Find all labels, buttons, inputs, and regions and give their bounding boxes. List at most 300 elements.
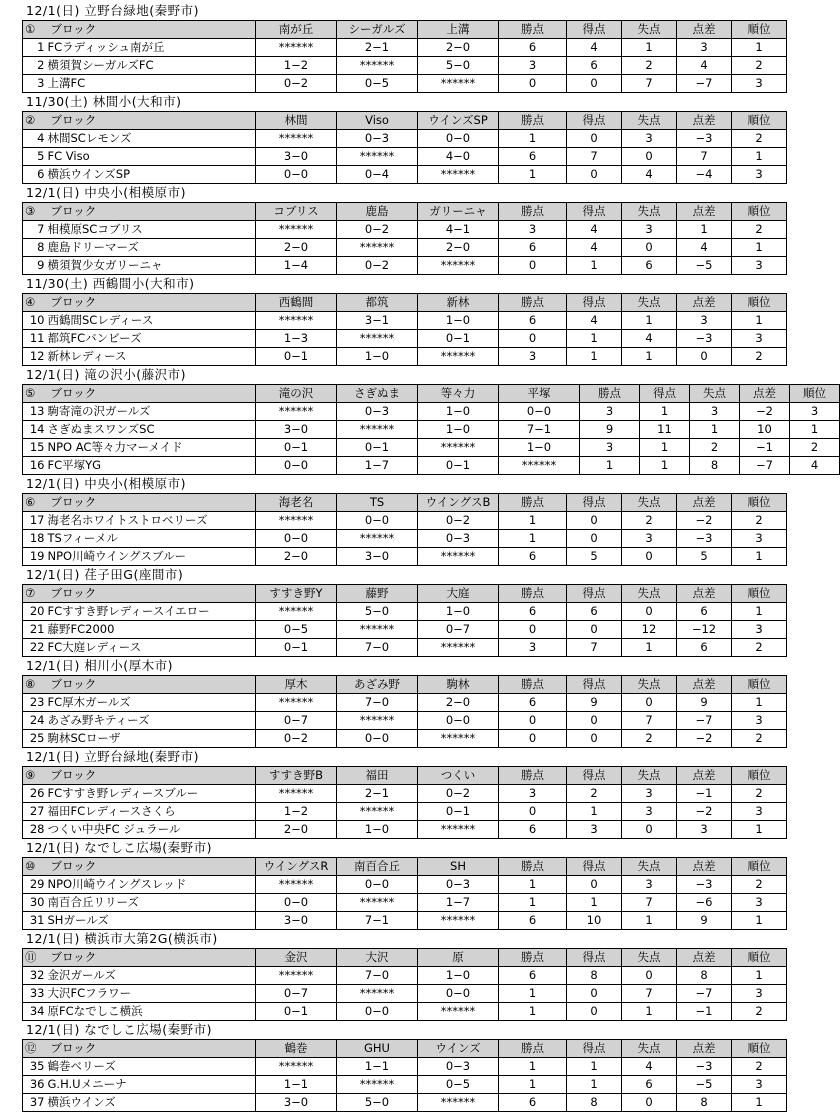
block-number-mark: ⑦ [23,585,47,603]
match-result: 0−1 [418,803,499,821]
match-result: 2−1 [337,785,418,803]
stat-header: 得点 [567,494,622,512]
stat-value: 3 [677,312,732,330]
stat-value: 2 [732,876,787,894]
match-result: ****** [418,912,499,930]
match-result: ****** [337,985,418,1003]
block-table [22,948,787,1021]
stat-value: 4 [622,166,677,184]
match-result: ****** [418,348,499,366]
match-result: 1−0 [337,821,418,839]
stat-value: 2 [732,785,787,803]
match-result: 1−7 [337,457,418,475]
block-table [22,20,787,93]
match-result: 1−2 [256,803,337,821]
stat-value: 1 [499,1003,567,1021]
stat-value: 1 [732,1094,787,1112]
block-table [22,202,787,275]
stat-header: 勝点 [499,585,567,603]
match-result: 0−7 [256,712,337,730]
match-result: 0−2 [337,257,418,275]
match-result: 7−1 [337,912,418,930]
match-result: ****** [418,1003,499,1021]
block-number-mark: ① [23,21,47,39]
stat-header: 勝点 [580,385,640,403]
match-result: 0−0 [337,730,418,748]
opponent-header: ウイングスB [418,494,499,512]
stat-value: 2 [732,1003,787,1021]
block-table [22,584,787,657]
team-name: NPO川崎ウイングスブルー [47,548,256,566]
match-result: ****** [256,512,337,530]
stat-value: 4 [567,39,622,57]
match-result: 0−5 [337,75,418,93]
stat-value: 0 [499,621,567,639]
stat-value: 0 [567,621,622,639]
stat-value: 6 [499,694,567,712]
stat-value: 9 [567,694,622,712]
block-number-mark: ⑤ [23,385,47,403]
stat-value: 2 [732,512,787,530]
stat-header: 点差 [677,1040,732,1058]
stat-header: 勝点 [499,949,567,967]
team-name: NPO川崎ウイングスレッド [47,876,256,894]
stat-value: 7 [622,985,677,1003]
team-name: FC平塚YG [47,457,256,475]
stat-value: 8 [677,967,732,985]
match-result: 1−0 [418,312,499,330]
match-result: ****** [418,639,499,657]
opponent-header: SH [418,858,499,876]
stat-value: 0 [622,821,677,839]
stat-value: 3 [622,530,677,548]
match-result: 0−0 [256,530,337,548]
stat-value: 1 [640,457,690,475]
match-result: ****** [256,312,337,330]
stat-value: 2 [690,439,740,457]
match-result: 3−0 [256,148,337,166]
team-row [23,1003,787,1021]
stat-value: 7 [622,894,677,912]
match-result: 0−3 [337,130,418,148]
stat-value: −3 [677,1058,732,1076]
team-name: 鶴巻ベリーズ [47,1058,256,1076]
stat-value: 4 [622,330,677,348]
stat-value: 3 [790,403,840,421]
stat-value: 1 [567,1076,622,1094]
block-label: ブロック [47,1040,256,1058]
stat-header: 勝点 [499,21,567,39]
match-result: 1−3 [256,330,337,348]
opponent-header: 西鶴間 [256,294,337,312]
match-result: 2−1 [337,39,418,57]
team-number: 11 [23,330,47,348]
block-number-mark: ② [23,112,47,130]
block-header-row [23,203,787,221]
stat-value: 6 [499,821,567,839]
team-row [23,75,787,93]
team-number: 3 [23,75,47,93]
stat-header: 順位 [732,21,787,39]
opponent-header: シーガルズ [337,21,418,39]
match-result: 0−7 [256,985,337,1003]
stat-value: 1 [690,421,740,439]
match-result: 0−3 [337,403,418,421]
team-row [23,512,787,530]
stat-value: 0 [567,512,622,530]
team-name: SHガールズ [47,912,256,930]
stat-value: 1 [499,166,567,184]
stat-value: 1 [732,912,787,930]
stat-header: 失点 [690,385,740,403]
match-result: 3−1 [337,312,418,330]
stat-value: 3 [732,530,787,548]
team-name: G.H.Uメニーナ [47,1076,256,1094]
match-result: 0−2 [256,75,337,93]
stat-value: 0 [622,694,677,712]
stat-value: 1 [790,421,840,439]
stat-value: 2 [732,348,787,366]
team-name: FC Viso [47,148,256,166]
stat-header: 失点 [622,767,677,785]
stat-header: 得点 [567,203,622,221]
match-result: ****** [337,330,418,348]
match-result: 0−2 [337,221,418,239]
match-result: 0−1 [256,439,337,457]
match-result: 0−3 [418,1058,499,1076]
stat-value: 1 [499,1076,567,1094]
team-name: 横浜ウインズ [47,1094,256,1112]
team-number: 27 [23,803,47,821]
stat-value: 9 [677,912,732,930]
team-name: つくい中央FC ジュラール [47,821,256,839]
stat-value: −2 [677,730,732,748]
stat-value: 6 [499,1094,567,1112]
stat-value: 6 [567,603,622,621]
stat-header: 失点 [622,585,677,603]
stat-value: 0 [567,75,622,93]
team-row [23,148,787,166]
opponent-header: 大沢 [337,949,418,967]
match-result: ****** [256,603,337,621]
stat-header: 失点 [622,949,677,967]
opponent-header: 林間 [256,112,337,130]
team-row [23,403,840,421]
stat-value: 2 [732,730,787,748]
block-header-row [23,858,787,876]
stat-value: 6 [499,603,567,621]
team-row [23,530,787,548]
team-row [23,803,787,821]
stat-value: 3 [622,876,677,894]
team-name: FCラディッシュ南が丘 [47,39,256,57]
stat-header: 点差 [677,858,732,876]
match-result: ****** [418,1094,499,1112]
stat-value: −7 [740,457,790,475]
stat-value: 1 [567,803,622,821]
stat-value: 2 [732,639,787,657]
team-number: 21 [23,621,47,639]
team-name: 西鶴間SCレディース [47,312,256,330]
block-label: ブロック [47,385,256,403]
stat-value: 10 [740,421,790,439]
opponent-header: 都筑 [337,294,418,312]
stat-value: 12 [622,621,677,639]
match-result: ****** [418,821,499,839]
opponent-header: ウインズSP [418,112,499,130]
match-result: 0−7 [418,621,499,639]
team-name: 林間SCレモンズ [47,130,256,148]
stat-value: 3 [732,894,787,912]
stat-value: 1 [499,1058,567,1076]
venue-heading: 12/1(日) 滝の沢小(藤沢市) [26,367,187,382]
stat-value: 4 [567,239,622,257]
match-result: ****** [256,403,337,421]
stat-value: 1 [677,221,732,239]
stat-value: 1 [640,403,690,421]
stat-header: 失点 [622,1040,677,1058]
match-result: ****** [337,239,418,257]
stat-value: 3 [499,348,567,366]
stat-header: 得点 [640,385,690,403]
match-result: 0−0 [418,985,499,1003]
team-name: 都筑FCバンビーズ [47,330,256,348]
team-number: 14 [23,421,47,439]
stat-value: 0 [499,712,567,730]
stat-value: 0 [567,530,622,548]
stat-value: 6 [499,239,567,257]
opponent-header: 大庭 [418,585,499,603]
team-row [23,330,787,348]
team-number: 15 [23,439,47,457]
match-result: 0−1 [256,348,337,366]
stat-value: −12 [677,621,732,639]
standings-document [0,2,826,1112]
stat-value: 3 [499,57,567,75]
stat-value: 1 [567,894,622,912]
stat-header: 得点 [567,585,622,603]
stat-header: 得点 [567,767,622,785]
match-result: 0−1 [418,330,499,348]
team-row [23,621,787,639]
opponent-header: 上溝 [418,21,499,39]
team-name: 横須賀シーガルズFC [47,57,256,75]
team-name: さぎぬまスワンズSC [47,421,256,439]
opponent-header: 藤野 [337,585,418,603]
team-row [23,694,787,712]
match-result: ****** [256,876,337,894]
block-label: ブロック [47,949,256,967]
stat-value: 1 [499,876,567,894]
team-row [23,421,840,439]
block-label: ブロック [47,494,256,512]
team-number: 16 [23,457,47,475]
block-number-mark: ⑨ [23,767,47,785]
match-result: ****** [256,130,337,148]
match-result: ****** [337,894,418,912]
stat-value: 1 [567,348,622,366]
team-name: 上溝FC [47,75,256,93]
opponent-header: 駒林 [418,676,499,694]
team-row [23,457,840,475]
match-result: 3−0 [337,548,418,566]
opponent-header: ウイングスR [256,858,337,876]
team-number: 26 [23,785,47,803]
match-result: 5−0 [337,1094,418,1112]
team-number: 34 [23,1003,47,1021]
team-number: 1 [23,39,47,57]
team-number: 22 [23,639,47,657]
stat-header: 失点 [622,203,677,221]
stat-header: 勝点 [499,676,567,694]
stat-value: −5 [677,1076,732,1094]
match-result: ****** [337,621,418,639]
team-number: 37 [23,1094,47,1112]
opponent-header: GHU [337,1040,418,1058]
team-number: 7 [23,221,47,239]
stat-value: 4 [567,221,622,239]
match-result: 1−0 [337,348,418,366]
team-number: 19 [23,548,47,566]
team-name: 新林レディース [47,348,256,366]
stat-value: 3 [677,39,732,57]
match-result: 2−0 [256,548,337,566]
team-number: 36 [23,1076,47,1094]
stat-value: 6 [499,912,567,930]
stat-value: 3 [580,403,640,421]
team-name: TSフィーメル [47,530,256,548]
stat-header: 失点 [622,858,677,876]
stat-value: 2 [622,512,677,530]
stat-value: 3 [567,821,622,839]
match-result: 2−0 [256,821,337,839]
stat-header: 順位 [732,1040,787,1058]
team-name: 相模原SCコブリス [47,221,256,239]
stat-value: 1 [732,39,787,57]
stat-header: 勝点 [499,112,567,130]
team-row [23,912,787,930]
match-result: ****** [337,803,418,821]
match-result: ****** [256,39,337,57]
match-result: 0−2 [418,785,499,803]
block-table [22,1039,787,1112]
match-result: ****** [418,75,499,93]
stat-value: −1 [677,785,732,803]
team-name: FCすすき野レディースイエロー [47,603,256,621]
stat-value: 6 [499,39,567,57]
stat-value: −2 [677,803,732,821]
team-row [23,166,787,184]
stat-value: 0 [499,730,567,748]
stat-header: 順位 [732,203,787,221]
stat-value: 3 [499,639,567,657]
stat-value: 6 [499,312,567,330]
stat-value: 2 [732,221,787,239]
stat-value: 3 [690,403,740,421]
block-header-row [23,294,787,312]
stat-value: 3 [499,785,567,803]
stat-value: 0 [499,75,567,93]
stat-header: 失点 [622,21,677,39]
stat-value: 1 [567,1058,622,1076]
team-number: 17 [23,512,47,530]
match-result: ****** [256,785,337,803]
stat-value: 2 [622,57,677,75]
stat-header: 順位 [732,949,787,967]
stat-value: −3 [677,130,732,148]
match-result: ****** [256,967,337,985]
stat-value: 6 [499,148,567,166]
team-name: 大沢FCフラワー [47,985,256,1003]
block-table [22,766,787,839]
stat-value: 1 [732,694,787,712]
match-result: 0−0 [337,1003,418,1021]
stat-value: 1 [732,148,787,166]
match-result: 3−0 [256,421,337,439]
block-table [22,857,787,930]
stat-header: 勝点 [499,1040,567,1058]
stat-header: 順位 [732,767,787,785]
stat-header: 点差 [677,676,732,694]
team-name: FCすすき野レディースブルー [47,785,256,803]
block-table [22,111,787,184]
stat-value: 1 [622,312,677,330]
stat-value: 2 [732,57,787,75]
opponent-header: ウインズ [418,1040,499,1058]
team-name: 金沢ガールズ [47,967,256,985]
match-result: 0−0 [499,403,580,421]
match-result: 2−0 [418,239,499,257]
team-number: 30 [23,894,47,912]
match-result: 0−1 [256,1003,337,1021]
team-row [23,221,787,239]
block-table [22,384,840,475]
stat-value: 6 [622,1076,677,1094]
stat-value: 1 [640,439,690,457]
stat-header: 得点 [567,676,622,694]
opponent-header: TS [337,494,418,512]
opponent-header: 等々力 [418,385,499,403]
stat-value: 3 [732,1076,787,1094]
match-result: 2−0 [256,239,337,257]
stat-value: −7 [677,712,732,730]
stat-value: 3 [732,803,787,821]
team-number: 13 [23,403,47,421]
team-number: 33 [23,985,47,1003]
stat-value: 0 [499,257,567,275]
opponent-header: 海老名 [256,494,337,512]
team-row [23,257,787,275]
stat-value: 3 [732,712,787,730]
stat-value: 1 [732,239,787,257]
team-row [23,348,787,366]
stat-value: 6 [567,57,622,75]
match-result: ****** [256,221,337,239]
stat-value: −2 [740,403,790,421]
team-row [23,821,787,839]
opponent-header: すすき野B [256,767,337,785]
block-number-mark: ⑫ [23,1040,47,1058]
stat-value: 3 [499,221,567,239]
team-row [23,730,787,748]
match-result: 0−1 [418,457,499,475]
stat-value: 7 [567,639,622,657]
stat-value: 4 [790,457,840,475]
stat-value: 3 [622,221,677,239]
stat-value: 1 [622,348,677,366]
stat-value: 7 [622,75,677,93]
stat-header: 得点 [567,949,622,967]
